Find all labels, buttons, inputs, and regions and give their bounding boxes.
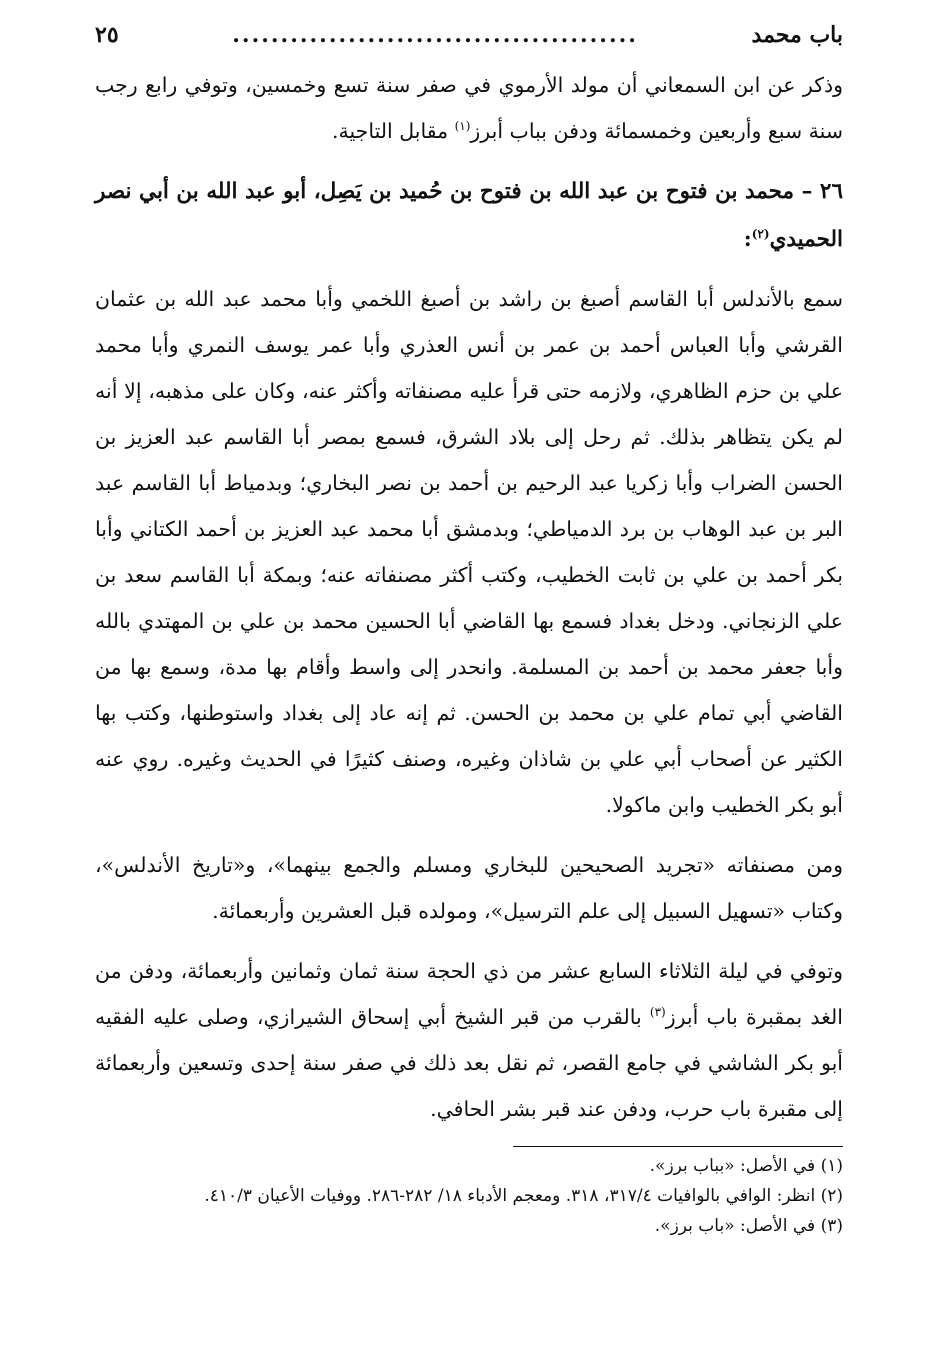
book-page — [95, 22, 843, 1241]
entry-heading-text: ٢٦ – محمد بن فتوح بن عبد الله بن فتوح بن حُميد بن يَصِل، أبو عبد الله بن أبي نصر الحميدي — [95, 179, 843, 252]
page-header — [95, 22, 843, 62]
footnote-divider — [513, 1146, 843, 1147]
footnote-ref-1[interactable]: (١) — [454, 119, 471, 134]
footnotes — [95, 1151, 843, 1241]
running-title: باب محمد — [751, 22, 843, 48]
entry-heading — [95, 168, 843, 264]
page-number: ٢٥ — [95, 22, 119, 48]
header-leader-dots: .......................................... — [232, 22, 638, 48]
footnote-ref-3[interactable]: (٣) — [649, 1005, 666, 1020]
entry-heading-colon: : — [743, 227, 752, 252]
footnote-ref-2[interactable]: (٢) — [751, 226, 770, 241]
intro-paragraph — [95, 62, 843, 154]
body-paragraph-3 — [95, 948, 843, 1132]
para3-text-end: بالقرب من قبر الشيخ أبي إسحاق الشيرازي، وصلى عليه الفقيه أبو بكر الشاشي في جامع القصر، ثم نقل بعد ذلك في صفر سنة إحدى وتسعين وأربعمائة إلى مقبرة باب حرب، ودفن عند قبر بشر الحافي. — [95, 1005, 843, 1121]
intro-text-end: مقابل التاجية. — [331, 119, 455, 143]
intro-text-start: وذكر عن ابن السمعاني أن مولد الأرموي في صفر سنة تسع وخمسين، وتوفي رابع رجب سنة سبع وأربعين وخمسمائة ودفن بباب أبرز — [95, 73, 843, 143]
footnote-2: (٢) انظر: الوافي بالوافيات ٣١٧/٤، ٣١٨. ومعجم الأدباء ١٨/ ٢٨٢-٢٨٦. ووفيات الأعيان ٤١٠/٣. — [204, 1186, 843, 1206]
para3-text-start: وتوفي في ليلة الثلاثاء السابع عشر من ذي الحجة سنة ثمان وثمانين وأربعمائة، ودفن من الغد بمقبرة باب أبرز — [95, 959, 843, 1029]
footnote-3: (٣) في الأصل: «باب برز». — [654, 1216, 843, 1236]
footnote-1: (١) في الأصل: «بباب برز». — [649, 1156, 843, 1176]
body-paragraph-2: ومن مصنفاته «تجريد الصحيحين للبخاري ومسلم والجمع بينهما»، و«تاريخ الأندلس»، وكتاب «تسهيل السبيل إلى علم الترسيل»، ومولده قبل العشرين وأربعمائة. — [95, 853, 843, 923]
body-paragraph-1: سمع بالأندلس أبا القاسم أصبغ بن راشد بن أصبغ اللخمي وأبا محمد عبد الله بن عثمان القرشي وأبا العباس أحمد بن عمر بن أنس العذري وأبا عمر يوسف النمري وأبا محمد علي بن حزم الظاهري، ولازمه حتى قرأ عليه مصنفاته وأكثر عنه، وكان على مذهبه، إلا أنه لم يكن يتظاهر بذلك. ثم رحل إلى بلاد الشرق، فسمع بمصر أبا القاسم عبد العزيز بن الحسن الضراب وأبا زكريا عبد الرحيم بن أحمد بن نصر البخاري؛ وبدمياط أبا القاسم عبد البر بن عبد الوهاب بن برد الدمياطي؛ وبدمشق أبا محمد عبد العزيز بن أحمد الكتاني وأبا بكر أحمد بن علي بن ثابت الخطيب، وكتب أكثر مصنفاته عنه؛ وبمكة أبا القاسم سعد بن علي الزنجاني. ودخل بغداد فسمع بها القاضي أبا الحسين محمد بن علي بن المهتدي بالله وأبا جعفر محمد بن أحمد بن المسلمة. وانحدر إلى واسط وأقام بها مدة، وسمع بها من القاضي أبي تمام علي بن محمد بن الحسن. ثم إنه عاد إلى بغداد واستوطنها، وكتب بها الكثير عن أصحاب أبي علي بن شاذان وغيره، وصنف كثيرًا في الحديث وغيره. روي عنه أبو بكر الخطيب وابن ماكولا. — [95, 287, 843, 817]
